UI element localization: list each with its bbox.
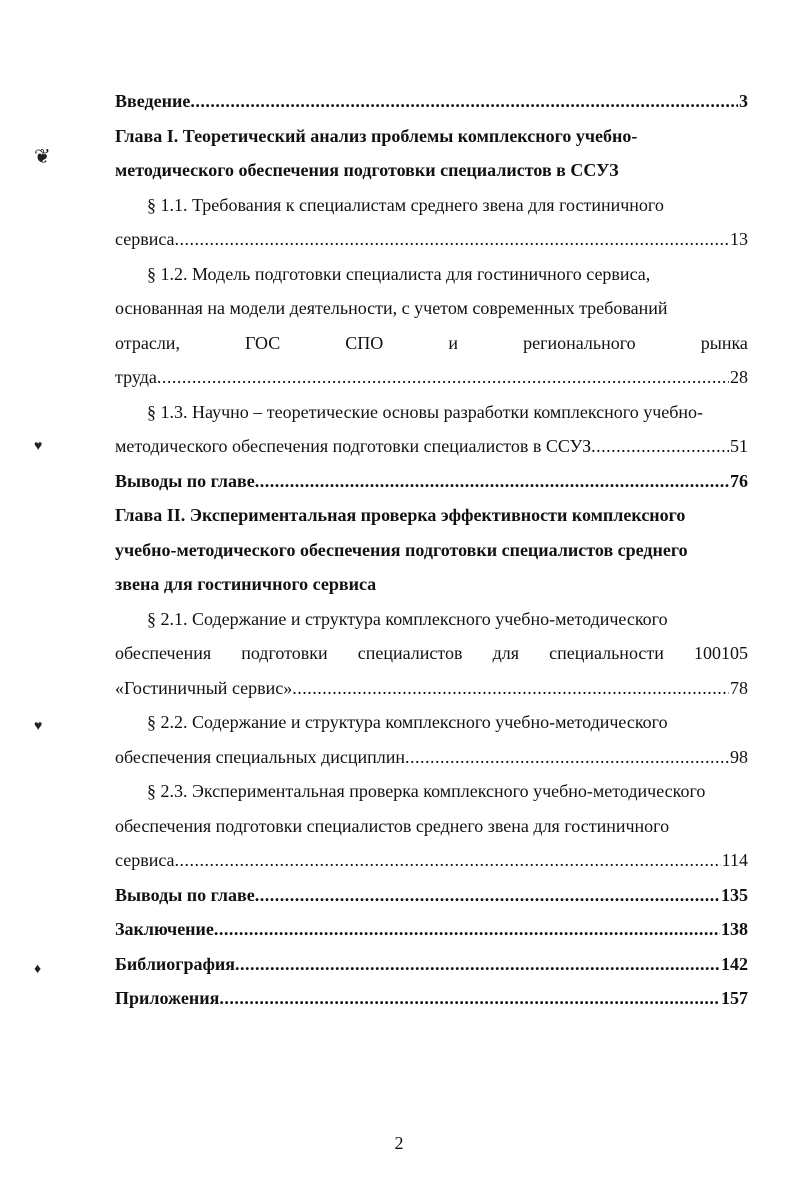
dot-leader xyxy=(405,740,729,775)
toc-entry-section-2-1[interactable] xyxy=(115,671,748,706)
toc-entry-title: Заключение xyxy=(115,919,214,939)
binding-mark: ♥ xyxy=(34,439,43,454)
word: и xyxy=(448,332,459,353)
chapter-heading-line: Глава I. Теоретический анализ проблемы комплексного учебно- xyxy=(115,125,638,146)
dot-leader xyxy=(219,981,720,1016)
section-1-2-line xyxy=(115,257,748,292)
section-1-2-justified-line xyxy=(115,326,748,361)
toc-entry-page: 78 xyxy=(730,677,748,698)
chapter-2-heading-cont xyxy=(115,533,748,568)
section-text-line: § 2.1. Содержание и структура комплексного учебно-методического xyxy=(147,608,668,629)
toc-entry-title: сервиса xyxy=(115,229,175,249)
toc-entry-introduction[interactable] xyxy=(115,84,748,119)
toc-entry-title: Приложения xyxy=(115,988,220,1008)
chapter-heading-line: методического обеспечения подготовки специалистов в ССУЗ xyxy=(115,160,619,180)
section-text-line: обеспечения подготовки специалистов среднего звена для гостиничного xyxy=(115,815,670,836)
toc-entry-page: 135 xyxy=(721,884,748,905)
toc-entry-section-1-3[interactable] xyxy=(115,429,748,464)
page-number: 2 xyxy=(394,1133,404,1153)
chapter-2-heading-cont xyxy=(115,567,748,602)
dot-leader xyxy=(255,878,720,913)
toc-entry-title: Библиография xyxy=(115,953,236,974)
chapter-heading-line: Глава II. Экспериментальная проверка эффективности комплексного xyxy=(115,505,686,525)
toc-entry-page: 76 xyxy=(730,470,748,491)
toc-entry-title: Введение xyxy=(115,91,191,111)
chapter-1-heading-cont xyxy=(115,153,748,188)
binding-mark: ❦ xyxy=(34,146,51,168)
toc-entry-title: труда xyxy=(115,367,157,387)
section-1-3-line xyxy=(115,395,748,430)
toc-entry-title: «Гостиничный сервис» xyxy=(115,677,293,698)
dot-leader xyxy=(157,360,729,395)
toc-entry-chapter-1-conclusions[interactable] xyxy=(115,464,748,499)
toc-entry-bibliography[interactable] xyxy=(115,947,748,982)
chapter-heading-line: учебно-методического обеспечения подготовки специалистов среднего xyxy=(115,539,688,560)
word: ГОС xyxy=(245,332,281,353)
word: отрасли, xyxy=(115,332,180,353)
toc-entry-chapter-2-conclusions[interactable] xyxy=(115,878,748,913)
word: регионального xyxy=(523,332,636,353)
toc-entry-section-1-1[interactable] xyxy=(115,222,748,257)
toc-entry-title: обеспечения специальных дисциплин xyxy=(115,746,405,767)
word: 100105 xyxy=(693,643,748,663)
word: специалистов xyxy=(357,643,463,663)
dot-leader xyxy=(190,84,738,119)
toc-entry-page: 98 xyxy=(730,746,748,767)
section-1-2-line xyxy=(115,291,748,326)
dot-leader xyxy=(235,947,720,982)
section-text-line: § 1.2. Модель подготовки специалиста для гостиничного сервиса, xyxy=(147,263,651,284)
dot-leader xyxy=(591,429,729,464)
word: обеспечения xyxy=(115,643,212,663)
toc-entry-page: 3 xyxy=(739,91,748,111)
section-1-1-line xyxy=(115,188,748,223)
toc-entry-section-2-3[interactable] xyxy=(115,843,748,878)
word: специальности xyxy=(549,643,664,663)
section-text-line: § 2.3. Экспериментальная проверка комплексного учебно-методического xyxy=(147,781,706,801)
toc-entry-page: 114 xyxy=(721,850,748,870)
binding-mark: ♥ xyxy=(34,719,43,734)
chapter-2-heading[interactable] xyxy=(115,498,748,533)
word: рынка xyxy=(700,332,748,353)
dot-leader xyxy=(175,222,729,257)
toc-entry-page: 51 xyxy=(730,436,748,456)
section-text-line: § 1.1. Требования к специалистам среднего звена для гостиничного xyxy=(147,194,664,215)
chapter-heading-line: звена для гостиничного сервиса xyxy=(115,574,377,594)
word: подготовки xyxy=(241,643,328,663)
toc-entry-title: Выводы по главе xyxy=(115,884,255,905)
section-text-line: § 1.3. Научно – теоретические основы разработки комплексного учебно- xyxy=(147,401,704,422)
toc-entry-page: 28 xyxy=(730,367,748,387)
section-2-3-line xyxy=(115,774,748,809)
dot-leader xyxy=(214,912,720,947)
word: для xyxy=(492,643,520,663)
toc-entry-page: 138 xyxy=(721,919,748,939)
section-2-1-line xyxy=(115,602,748,637)
dot-leader xyxy=(292,671,729,706)
section-text-line: § 2.2. Содержание и структура комплексного учебно-методического xyxy=(147,712,668,732)
toc-entry-conclusion[interactable] xyxy=(115,912,748,947)
toc-entry-page: 13 xyxy=(730,229,748,249)
toc-entry-title: Выводы по главе xyxy=(115,470,255,491)
word: СПО xyxy=(345,332,384,353)
section-2-1-justified-line xyxy=(115,636,748,671)
toc-entry-section-1-2[interactable] xyxy=(115,360,748,395)
toc-entry-appendices[interactable] xyxy=(115,981,748,1016)
section-text-line: основанная на модели деятельности, с учетом современных требований xyxy=(115,298,668,318)
dot-leader xyxy=(255,464,729,499)
table-of-contents xyxy=(115,84,748,1016)
toc-entry-title: методического обеспечения подготовки специалистов в ССУЗ xyxy=(115,436,592,456)
toc-entry-section-2-2[interactable] xyxy=(115,740,748,775)
toc-entry-page: 157 xyxy=(721,988,748,1008)
chapter-1-heading[interactable] xyxy=(115,119,748,154)
toc-entry-title: сервиса xyxy=(115,850,175,870)
toc-entry-page: 142 xyxy=(721,953,748,974)
binding-mark: ♦ xyxy=(34,962,42,977)
section-2-3-line xyxy=(115,809,748,844)
section-2-2-line xyxy=(115,705,748,740)
dot-leader xyxy=(175,843,721,878)
